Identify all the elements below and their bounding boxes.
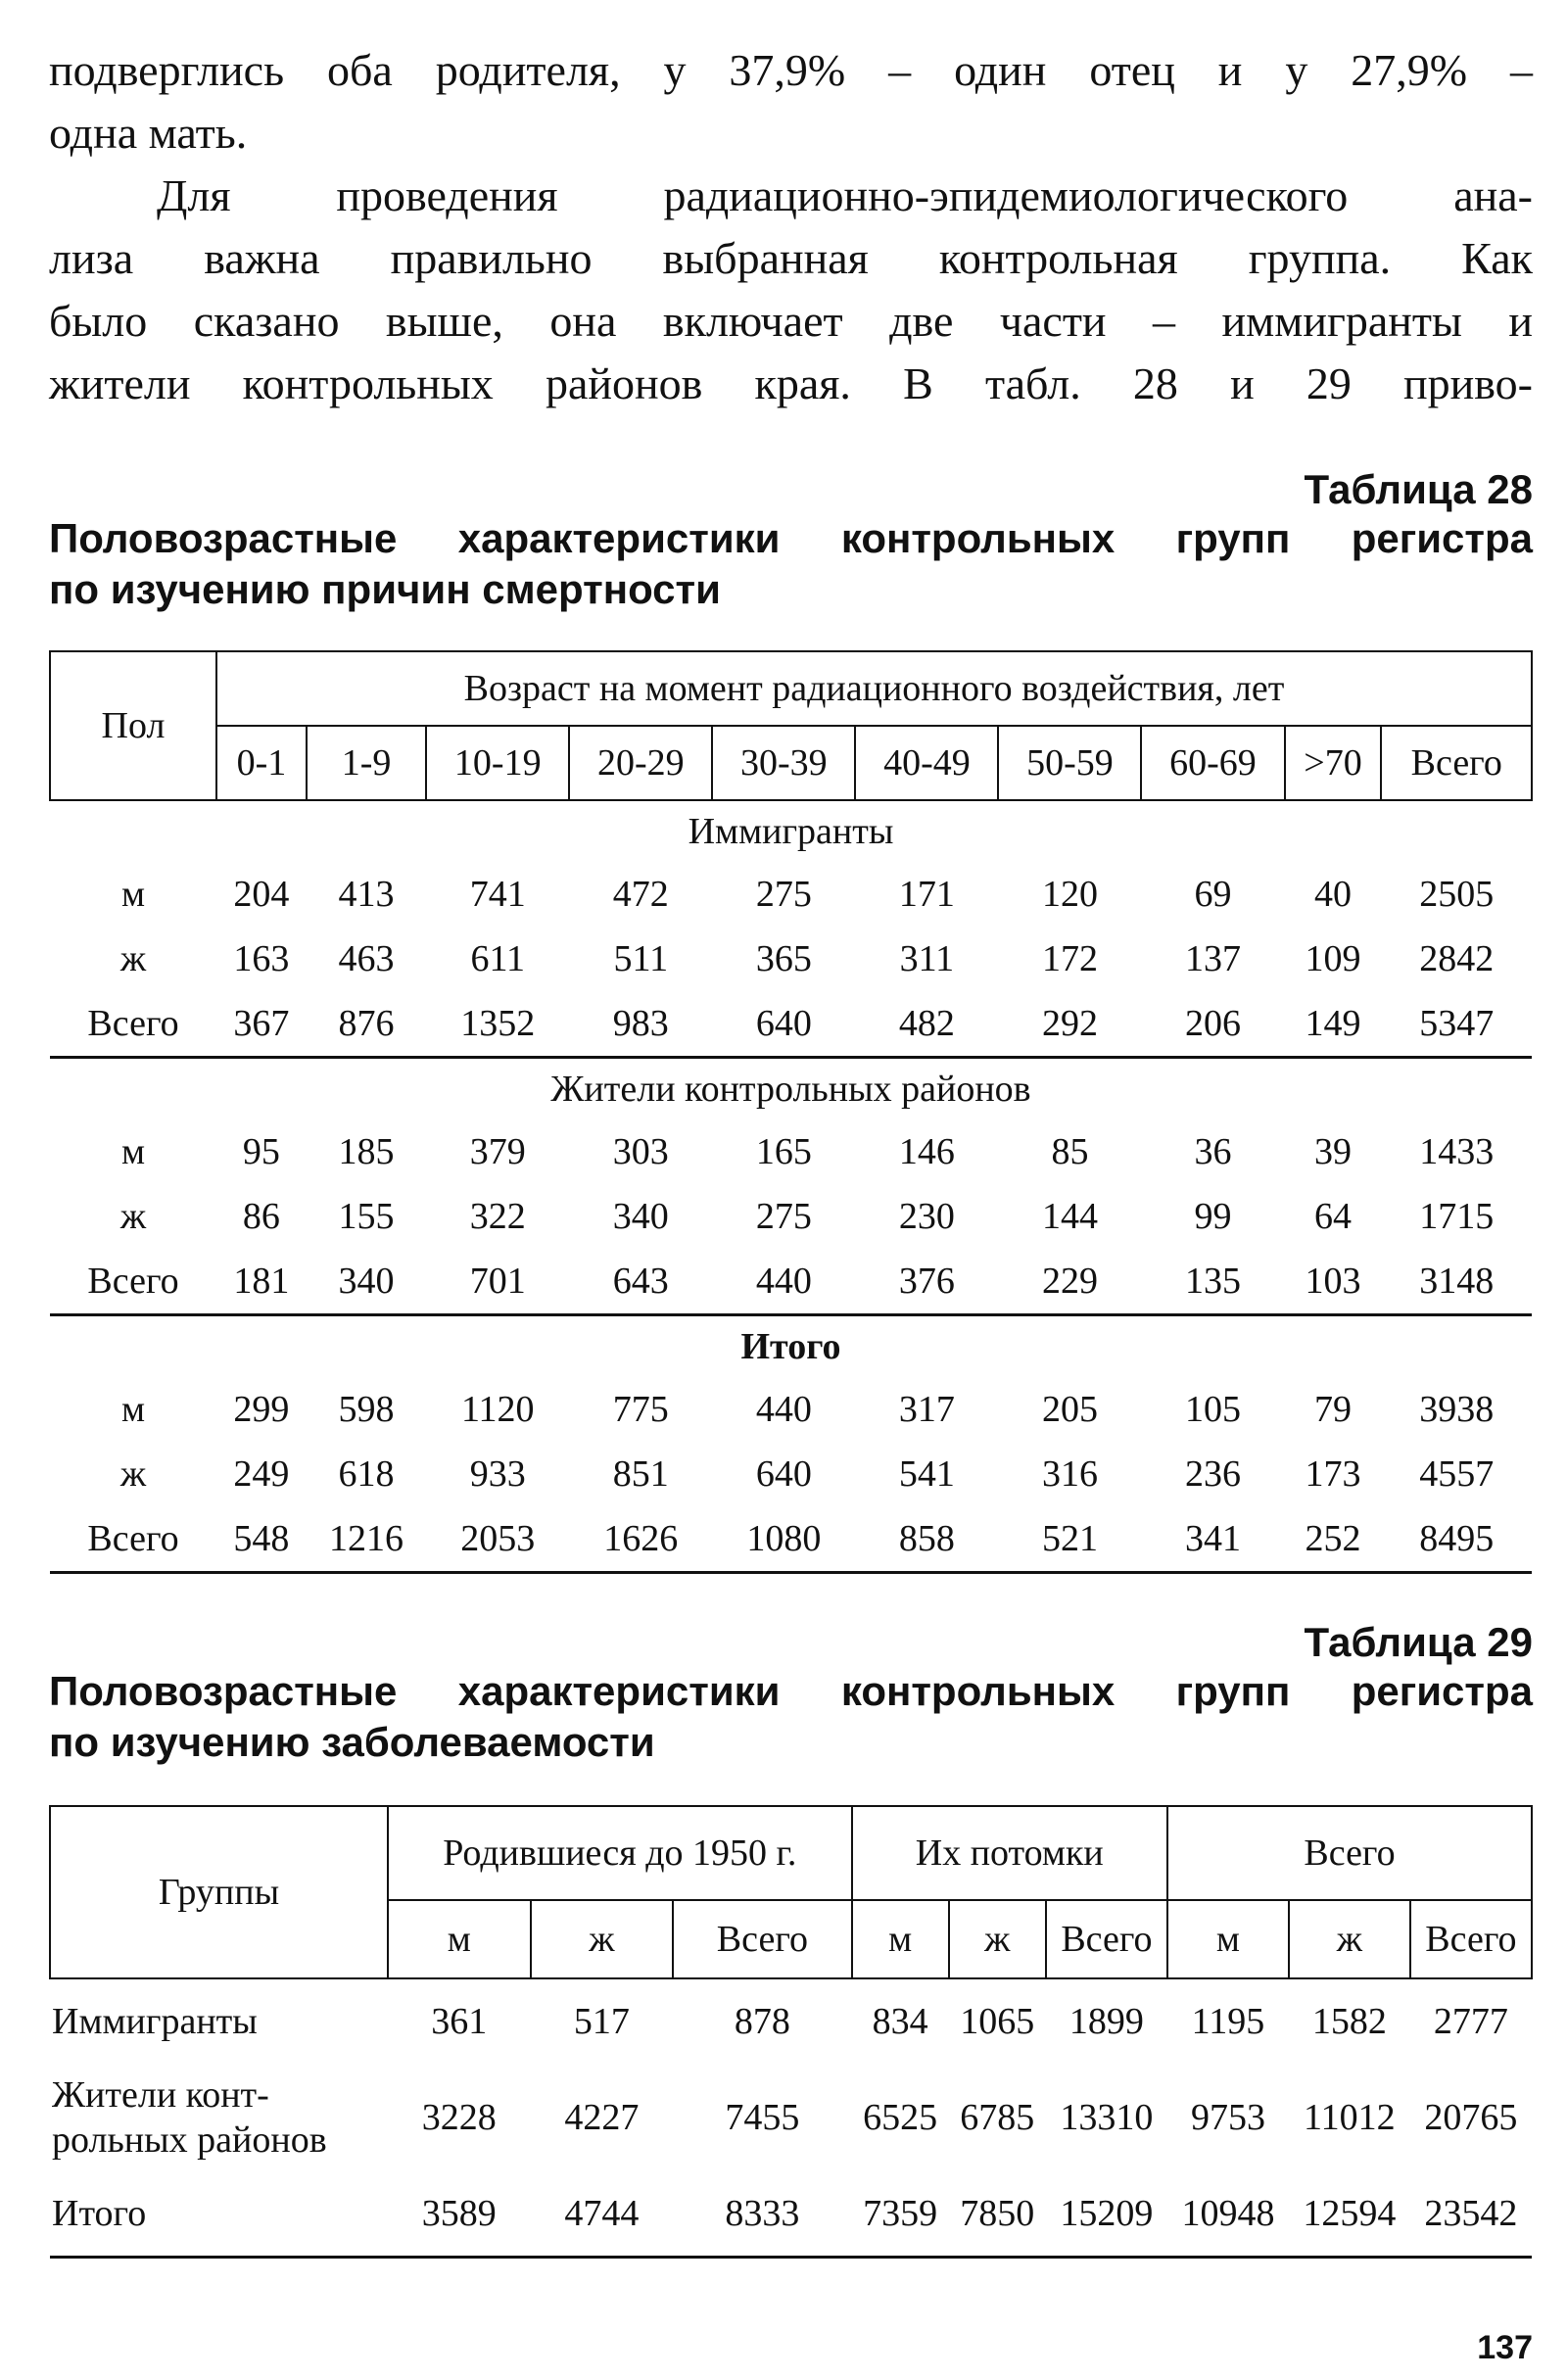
table-cell: 163 [233, 938, 290, 979]
table-cell: 249 [233, 1453, 290, 1495]
table-cell: 834 [872, 2001, 928, 2042]
table-cell: 2777 [1433, 2001, 1508, 2042]
table-cell: 6525 [863, 2097, 938, 2138]
table-cell: 851 [612, 1453, 669, 1495]
row-label: ж [119, 938, 147, 979]
table-cell: 741 [469, 874, 526, 915]
age-column-header: 40-49 [855, 726, 998, 800]
table-cell: 79 [1313, 1389, 1352, 1430]
table-cell: 1899 [1068, 2001, 1144, 2042]
row-label: Всего [50, 1506, 216, 1573]
table-cell: 205 [1041, 1389, 1098, 1430]
table-cell: 322 [469, 1196, 526, 1237]
table-cell: 482 [855, 991, 998, 1058]
sub-column-header: Всего [1410, 1900, 1532, 1978]
row-label: Всего [50, 1249, 216, 1315]
title-line: по изучению причин смертности [49, 566, 721, 612]
table-cell: 229 [998, 1249, 1141, 1315]
row-label: м [120, 1389, 146, 1430]
age-column-header: 20-29 [569, 726, 712, 800]
table-28-title [49, 513, 1533, 615]
table-cell: 379 [469, 1131, 526, 1172]
sub-column-header: Всего [673, 1900, 851, 1978]
title-line: Половозрастные характеристики контрольных групп регистра [49, 1668, 1533, 1714]
table-cell: 472 [612, 874, 669, 915]
page [49, 39, 1533, 2259]
table-cell: 5347 [1381, 991, 1532, 1058]
table-cell: 618 [338, 1453, 395, 1495]
table-cell: 15209 [1046, 2171, 1167, 2258]
table-cell: 299 [233, 1389, 290, 1430]
table-cell: 2842 [1419, 938, 1495, 979]
table-cell: 376 [855, 1249, 998, 1315]
table-29-number: Таблица 29 [1304, 1619, 1533, 1665]
column-header-age-group: Возраст на момент радиационного воздействия, лет [216, 651, 1532, 726]
page-number: 137 [1477, 2329, 1533, 2366]
intro-paragraph-1 [49, 39, 1533, 165]
intro-paragraph-2 [49, 165, 1533, 415]
row-label: Иммигранты [52, 2001, 258, 2042]
table-cell: 23542 [1410, 2171, 1532, 2258]
section-title: Итого [740, 1326, 841, 1367]
table-cell: 4744 [531, 2171, 674, 2258]
table-cell: 181 [216, 1249, 307, 1315]
sub-column-header: м [1167, 1900, 1289, 1978]
row-label: ж [119, 1196, 147, 1237]
sub-column-header: ж [531, 1900, 674, 1978]
table-row [50, 991, 1532, 1058]
table-28-header-row [50, 651, 1532, 726]
text-line: жители контрольных районов края. В табл. 28 и 29 приво- [49, 358, 1533, 408]
table-cell: 858 [855, 1506, 998, 1573]
table-cell: 1080 [712, 1506, 855, 1573]
table-cell: 4557 [1419, 1453, 1495, 1495]
text-line: Для проведения радиационно-эпидемиологического ана- [157, 170, 1533, 220]
table-cell: 340 [612, 1196, 669, 1237]
table-cell: 105 [1184, 1389, 1241, 1430]
table-cell: 1065 [960, 2001, 1035, 2042]
table-28 [49, 650, 1533, 1574]
table-cell: 1626 [569, 1506, 712, 1573]
row-label: Итого [50, 2171, 388, 2258]
row-label: ж [119, 1453, 147, 1495]
table-cell: 365 [755, 938, 812, 979]
sub-column-header: ж [1289, 1900, 1410, 1978]
table-row [50, 1184, 1532, 1249]
table-cell: 440 [755, 1389, 812, 1430]
group-column-header: Всего [1167, 1806, 1532, 1900]
table-cell: 1352 [426, 991, 569, 1058]
table-cell: 876 [307, 991, 426, 1058]
table-cell: 4227 [564, 2097, 640, 2138]
row-label-line: рольных районов [52, 2119, 327, 2161]
table-cell: 9753 [1190, 2097, 1265, 2138]
age-column-header: 10-19 [426, 726, 569, 800]
table-cell: 12594 [1289, 2171, 1410, 2258]
age-column-header: 50-59 [998, 726, 1141, 800]
sub-column-header: Всего [1046, 1900, 1167, 1978]
table-cell: 172 [1041, 938, 1098, 979]
table-cell: 7359 [852, 2171, 949, 2258]
group-column-header: Их потомки [852, 1806, 1167, 1900]
table-cell: 511 [613, 938, 669, 979]
table-cell: 1195 [1191, 2001, 1265, 2042]
table-cell: 204 [233, 874, 290, 915]
table-cell: 13310 [1060, 2097, 1154, 2138]
table-cell: 275 [755, 1196, 812, 1237]
table-row [50, 1119, 1532, 1184]
table-row [50, 1506, 1532, 1573]
table-cell: 64 [1313, 1196, 1352, 1237]
table-cell: 933 [469, 1453, 526, 1495]
table-cell: 361 [431, 2001, 488, 2042]
section-title-row [50, 1058, 1532, 1120]
table-cell: 85 [1051, 1131, 1089, 1172]
table-cell: 1433 [1419, 1131, 1495, 1172]
table-row [50, 1442, 1532, 1506]
column-header-groups: Группы [50, 1806, 388, 1978]
row-label: м [120, 874, 146, 915]
age-column-header: 60-69 [1141, 726, 1284, 800]
table-cell: 1582 [1311, 2001, 1387, 2042]
table-cell: 521 [998, 1506, 1141, 1573]
table-cell: 95 [242, 1131, 280, 1172]
section-title-row [50, 800, 1532, 862]
table-cell: 103 [1285, 1249, 1382, 1315]
table-cell: 3938 [1419, 1389, 1495, 1430]
table-cell: 109 [1305, 938, 1361, 979]
table-cell: 10948 [1167, 2171, 1289, 2258]
section-title-row [50, 1315, 1532, 1378]
table-cell: 317 [898, 1389, 955, 1430]
table-cell: 135 [1141, 1249, 1284, 1315]
table-cell: 69 [1194, 874, 1232, 915]
table-cell: 149 [1285, 991, 1382, 1058]
table-cell: 640 [712, 991, 855, 1058]
table-cell: 548 [216, 1506, 307, 1573]
table-cell: 11012 [1304, 2097, 1396, 2138]
table-cell: 236 [1184, 1453, 1241, 1495]
section-title: Жители контрольных районов [550, 1069, 1031, 1110]
table-cell: 775 [612, 1389, 669, 1430]
table-cell: 341 [1141, 1506, 1284, 1573]
sub-column-header: м [852, 1900, 949, 1978]
age-column-header: 30-39 [712, 726, 855, 800]
title-line: Половозрастные характеристики контрольных групп регистра [49, 515, 1533, 561]
table-cell: 206 [1141, 991, 1284, 1058]
table-cell: 39 [1313, 1131, 1352, 1172]
row-label [50, 2064, 388, 2171]
table-29-title [49, 1666, 1533, 1768]
table-row [50, 1978, 1532, 2064]
table-cell: 311 [899, 938, 955, 979]
table-cell: 303 [612, 1131, 669, 1172]
table-cell: 137 [1184, 938, 1241, 979]
table-cell: 7455 [725, 2097, 800, 2138]
table-cell: 8333 [673, 2171, 851, 2258]
row-label: м [120, 1131, 146, 1172]
title-line: по изучению заболеваемости [49, 1719, 655, 1765]
table-cell: 252 [1285, 1506, 1382, 1573]
table-cell: 611 [470, 938, 526, 979]
text-line: подверглись оба родителя, у 37,9% – один отец и у 27,9% – [49, 45, 1533, 95]
table-row [50, 1377, 1532, 1442]
table-cell: 517 [573, 2001, 630, 2042]
text-line: было сказано выше, она включает две части – иммигранты и [49, 296, 1533, 346]
table-cell: 640 [755, 1453, 812, 1495]
column-header-sex: Пол [50, 651, 216, 800]
age-column-header: 0-1 [216, 726, 307, 800]
table-cell: 2053 [426, 1506, 569, 1573]
table-cell: 144 [1041, 1196, 1098, 1237]
table-cell: 878 [734, 2001, 790, 2042]
table-cell: 3148 [1381, 1249, 1532, 1315]
table-cell: 413 [338, 874, 395, 915]
table-cell: 20765 [1424, 2097, 1518, 2138]
age-column-header: Всего [1381, 726, 1532, 800]
age-column-header: >70 [1285, 726, 1382, 800]
table-cell: 8495 [1381, 1506, 1532, 1573]
table-cell: 292 [998, 991, 1141, 1058]
table-cell: 3228 [421, 2097, 497, 2138]
table-cell: 3589 [388, 2171, 531, 2258]
group-column-header: Родившиеся до 1950 г. [388, 1806, 852, 1900]
table-cell: 983 [569, 991, 712, 1058]
table-cell: 36 [1194, 1131, 1232, 1172]
table-cell: 40 [1313, 874, 1352, 915]
table-cell: 1715 [1419, 1196, 1495, 1237]
table-row [50, 862, 1532, 927]
table-cell: 173 [1305, 1453, 1361, 1495]
table-cell: 463 [338, 938, 395, 979]
table-cell: 367 [216, 991, 307, 1058]
table-cell: 2505 [1419, 874, 1495, 915]
sub-column-header: ж [949, 1900, 1046, 1978]
table-cell: 165 [755, 1131, 812, 1172]
table-cell: 6785 [960, 2097, 1035, 2138]
table-29 [49, 1805, 1533, 2259]
table-cell: 440 [712, 1249, 855, 1315]
table-row [50, 927, 1532, 991]
table-cell: 171 [898, 874, 955, 915]
table-cell: 155 [338, 1196, 395, 1237]
section-title: Иммигранты [688, 811, 894, 852]
table-cell: 146 [898, 1131, 955, 1172]
table-cell: 340 [307, 1249, 426, 1315]
text-line: лиза важна правильно выбранная контрольная группа. Как [49, 233, 1533, 283]
table-cell: 1216 [307, 1506, 426, 1573]
sub-column-header: м [388, 1900, 531, 1978]
table-28-number: Таблица 28 [1304, 466, 1533, 512]
table-cell: 185 [338, 1131, 395, 1172]
table-cell: 7850 [949, 2171, 1046, 2258]
table-row [50, 2171, 1532, 2258]
table-cell: 120 [1041, 874, 1098, 915]
table-row [50, 2064, 1532, 2171]
table-cell: 1120 [460, 1389, 535, 1430]
table-29-group-row [50, 1806, 1532, 1900]
text-line: одна мать. [49, 108, 248, 158]
age-column-header: 1-9 [307, 726, 426, 800]
table-cell: 230 [898, 1196, 955, 1237]
table-cell: 643 [569, 1249, 712, 1315]
row-label: Всего [50, 991, 216, 1058]
table-cell: 86 [242, 1196, 280, 1237]
table-cell: 99 [1194, 1196, 1232, 1237]
table-row [50, 1249, 1532, 1315]
table-28-age-row [50, 726, 1532, 800]
table-cell: 541 [898, 1453, 955, 1495]
table-cell: 701 [426, 1249, 569, 1315]
table-cell: 275 [755, 874, 812, 915]
row-label-line: Жители конт- [52, 2074, 269, 2116]
table-cell: 598 [338, 1389, 395, 1430]
table-cell: 316 [1041, 1453, 1098, 1495]
